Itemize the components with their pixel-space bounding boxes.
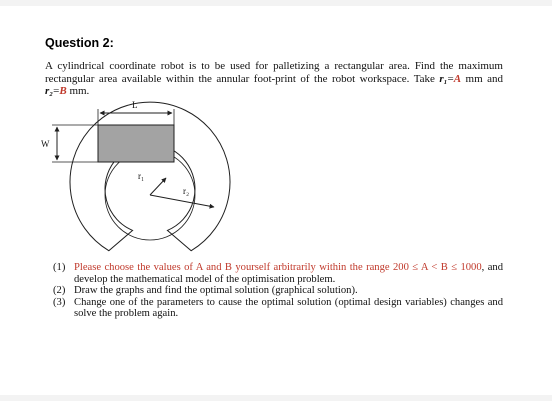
task-rest: Draw the graphs and find the optimal solution (graphical solution). [74,285,358,297]
annular-footprint [70,102,230,251]
variable-b: B [59,85,67,97]
task-number: (1) [53,262,66,273]
r2-label: r₂ [183,186,190,196]
workspace-figure [40,95,250,255]
r1-radius-arrow [150,178,166,195]
task-item [53,285,503,297]
statement-text-end: mm. [66,85,90,97]
task-text [74,297,503,320]
question-heading: Question 2: [45,36,114,50]
length-label: L [132,100,138,110]
task-number: (3) [53,296,66,308]
task-list [53,262,503,320]
equals-sign: = [447,72,454,85]
task-item [53,297,503,320]
statement-text: A cylindrical coordinate robot is to be used for palletizing a rectangular area. Find the maximum rectangular area available within the annular foot-print of the robot workspace. Take [45,60,503,85]
task-number: (2) [53,285,66,297]
task-rest: , and develop the mathematical model of the optimisation problem. [74,262,504,285]
statement-text-mm-and: mm and [461,72,504,85]
r2-symbol: r₂ [45,85,54,97]
task-rest: Change one of the parameters to cause the optimal solution (optimal design variables) changes and solve the problem again. [74,296,503,320]
top-edge [0,0,552,6]
task-text [74,285,503,297]
task-item [53,262,503,285]
pallet-rectangle [98,125,174,162]
task-highlight: Please choose the values of A and B yourself arbitrarily within the range 200 ≤ A < B ≤ 1000 [74,262,482,273]
problem-statement [45,60,503,98]
width-label: W [41,139,50,149]
task-text [74,262,503,285]
bottom-edge [0,395,552,401]
r1-symbol: r₁ [439,72,448,85]
equals-sign: = [53,85,60,97]
r1-label: r₁ [138,171,145,181]
variable-a: A [453,72,462,85]
